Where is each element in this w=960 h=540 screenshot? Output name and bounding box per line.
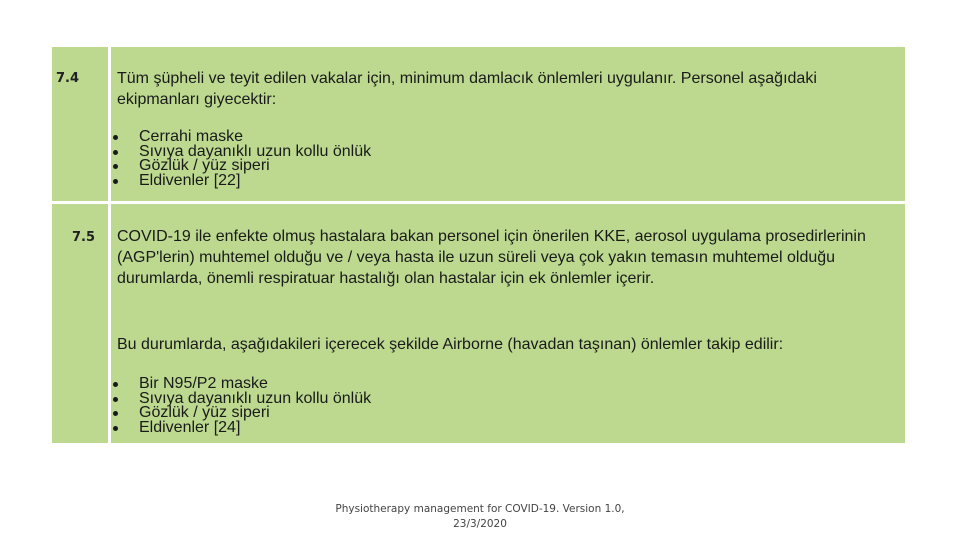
- section-number-cell: [52, 204, 108, 443]
- footer-line-1: Physiotherapy management for COVID-19. Version 1.0,: [335, 503, 625, 515]
- section-number-cell: [52, 47, 108, 201]
- bullet-icon: [113, 164, 118, 169]
- bullet-icon: [113, 135, 118, 140]
- list-item: Sıvıya dayanıklı uzun kollu önlük: [111, 145, 371, 160]
- section-number: 7.4: [56, 71, 80, 86]
- section-content-cell: [111, 47, 905, 201]
- table-row-7-5: [52, 204, 905, 443]
- section-second-paragraph: Bu durumlarda, aşağıdakileri içerecek şekilde Airborne (havadan taşınan) önlemler takip edilir:: [117, 336, 784, 353]
- section-number: 7.5: [72, 230, 96, 245]
- guidelines-table: [52, 47, 905, 443]
- list-item: Cerrahi maske: [111, 130, 371, 145]
- list-item: Sıvıya dayanıklı uzun kollu önlük: [111, 392, 371, 407]
- bullet-icon: [113, 411, 118, 416]
- list-item: Gözlük / yüz siperi: [111, 406, 371, 421]
- bullet-icon: [113, 397, 118, 402]
- airborne-equipment-list: [111, 377, 371, 435]
- bullet-icon: [113, 426, 118, 431]
- table-row-7-4: [52, 47, 905, 201]
- section-intro: COVID-19 ile enfekte olmuş hastalara bakan personel için önerilen KKE, aerosol uygulama prosedirlerinin (AGP'lerin) muhtemel olduğu ve / veya hasta ile uzun süreli veya çok yakın temasın muhtemel olduğu durumlarda, önemli respiratuar hastalığı olan hastalar için ek önlemler içerir.: [117, 228, 866, 287]
- list-item: Gözlük / yüz siperi: [111, 159, 371, 174]
- section-content-cell: [111, 204, 905, 443]
- bullet-icon: [113, 150, 118, 155]
- list-item: Eldivenler [24]: [111, 421, 371, 436]
- list-item: Eldivenler [22]: [111, 174, 371, 189]
- footer-line-2: 23/3/2020: [453, 518, 507, 530]
- section-intro: Tüm şüpheli ve teyit edilen vakalar için, minimum damlacık önlemleri uygulanır. Personel aşağıdaki ekipmanları giyecektir:: [117, 70, 817, 108]
- list-item: Bir N95/P2 maske: [111, 377, 371, 392]
- equipment-list: [111, 130, 371, 188]
- bullet-icon: [113, 382, 118, 387]
- slide-footer: [330, 502, 630, 532]
- bullet-icon: [113, 179, 118, 184]
